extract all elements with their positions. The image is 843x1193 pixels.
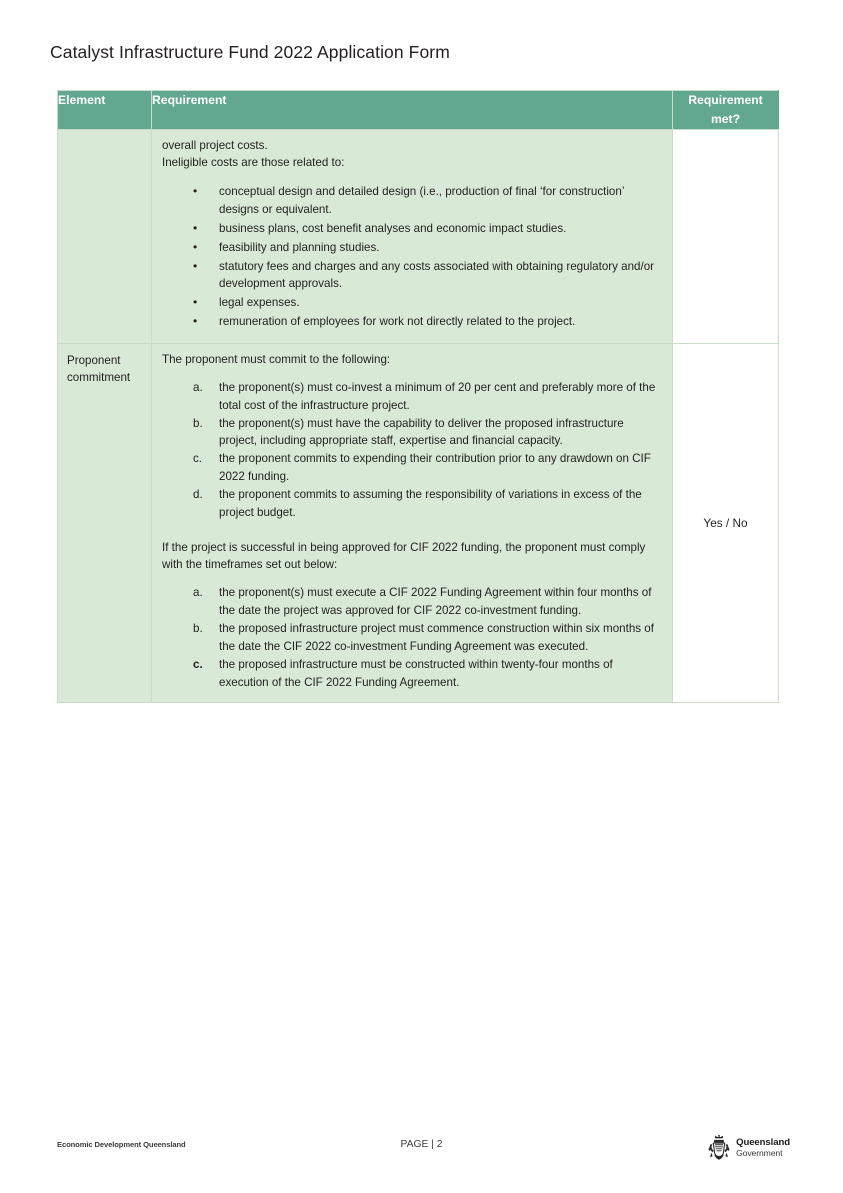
- table-header-row: [58, 91, 779, 130]
- table-row: [58, 344, 779, 703]
- row-requirement-met-value[interactable]: Yes / No: [673, 344, 779, 703]
- footer-organisation: Economic Development Queensland: [57, 1140, 186, 1149]
- list-item: the proponent commits to expending their contribution prior to any drawdown on CIF 2022 funding.: [219, 452, 651, 484]
- list-item: • conceptual design and detailed design (i.e., production of final ‘for construction’ designs or equivalent.: [162, 183, 662, 219]
- page-footer: [0, 1136, 843, 1170]
- list-item: the proponent commits to assuming the responsibility of variations in excess of the project budget.: [219, 487, 642, 519]
- list-item: the proponent(s) must execute a CIF 2022 Funding Agreement within four months of the date the project was approved for CIF 2022 co-investment funding.: [219, 586, 652, 618]
- logo-line-government: Government: [736, 1147, 783, 1158]
- row-requirement-content: [152, 344, 673, 703]
- logo-wordmark: [736, 1138, 790, 1158]
- column-header-requirement: Requirement: [152, 91, 673, 130]
- table-row: [58, 129, 779, 343]
- list-item: the proponent(s) must have the capability to deliver the proposed infrastructure project, including appropriate staff, expertise and financial capacity.: [219, 416, 624, 448]
- continuation-line: overall project costs.: [162, 138, 268, 152]
- queensland-government-logo: [706, 1135, 790, 1161]
- list-item: • feasibility and planning studies.: [162, 239, 662, 257]
- list-item: • statutory fees and charges and any costs associated with obtaining regulatory and/or development approvals.: [162, 258, 662, 294]
- ineligible-costs-intro: Ineligible costs are those related to:: [162, 156, 345, 170]
- row-requirement-met-value[interactable]: [673, 129, 779, 343]
- list-item: the proponent(s) must co-invest a minimum of 20 per cent and preferably more of the total cost of the infrastructure project.: [219, 380, 656, 412]
- column-header-requirement-met: Requirement met?: [673, 91, 779, 130]
- list-item: • business plans, cost benefit analyses and economic impact studies.: [162, 220, 662, 238]
- coat-of-arms-icon: [706, 1135, 732, 1161]
- logo-line-queensland: Queensland: [736, 1137, 790, 1149]
- list-item: • remuneration of employees for work not directly related to the project.: [162, 313, 662, 331]
- list-item: the proposed infrastructure must be constructed within twenty-four months of execution of the CIF 2022 Funding Agreement.: [219, 657, 613, 689]
- timeframes-intro: If the project is successful in being approved for CIF 2022 funding, the proponent must comply with the timeframes set out below:: [162, 540, 646, 572]
- proponent-commitment-list: [162, 379, 662, 522]
- footer-page-number: PAGE | 2: [400, 1139, 443, 1150]
- row-element-label: Proponent commitment: [58, 344, 152, 703]
- table-body: [58, 129, 779, 703]
- row-requirement-content: [152, 129, 673, 343]
- list-item: • legal expenses.: [162, 294, 662, 312]
- page-title: Catalyst Infrastructure Fund 2022 Application Form: [50, 42, 450, 62]
- proponent-commitment-intro: The proponent must commit to the following:: [162, 353, 391, 366]
- column-header-element: Element: [58, 91, 152, 130]
- requirements-table: [57, 90, 779, 703]
- timeframes-list: [162, 584, 662, 691]
- ineligible-costs-list: [162, 183, 662, 331]
- table-header: [58, 91, 779, 130]
- list-item: the proposed infrastructure project must commence construction within six months of the date the CIF 2022 co-investment Funding Agreement was executed.: [219, 621, 654, 653]
- row-element-label: [58, 129, 152, 343]
